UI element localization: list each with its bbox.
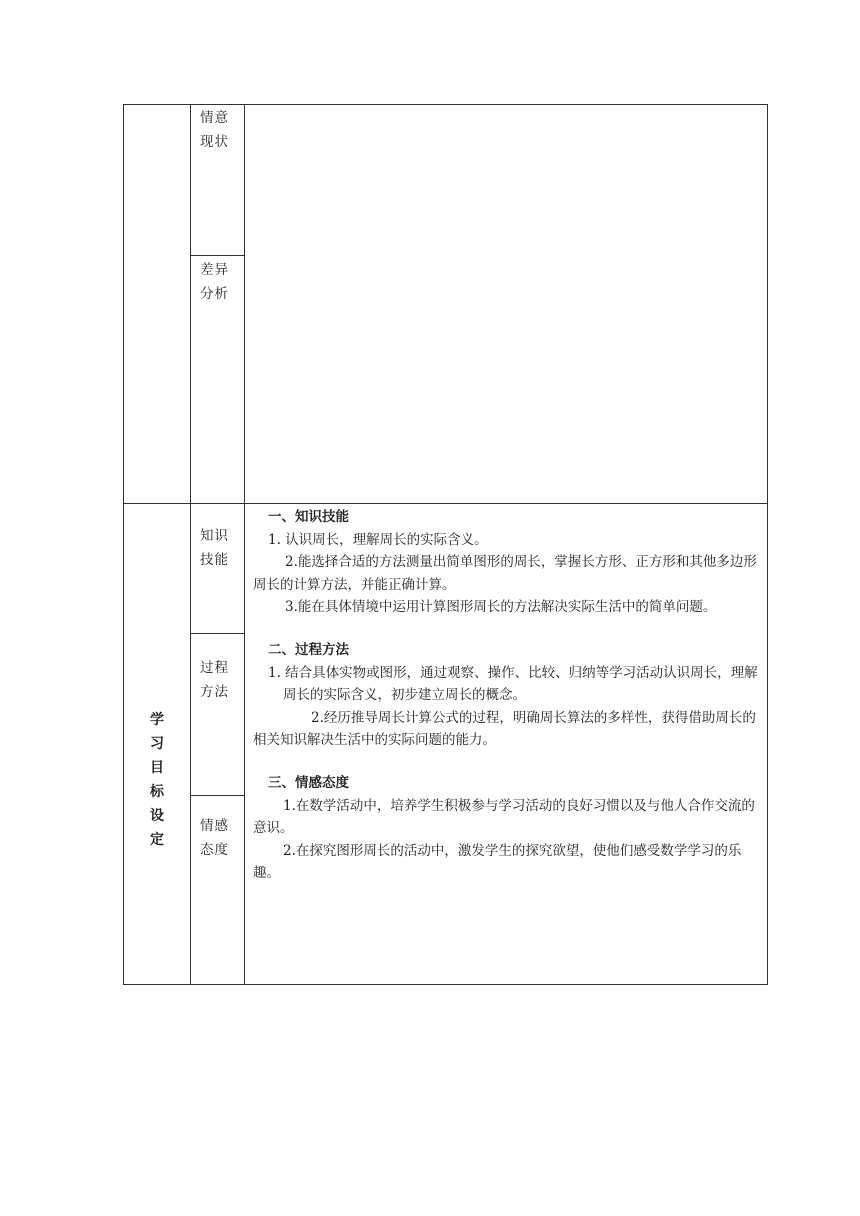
heading-emotion-attitude: 三、情感态度: [268, 774, 349, 791]
table-left-border: [123, 104, 124, 985]
table-top-border: [123, 104, 768, 105]
column-divider-2: [244, 104, 245, 985]
process-item-1: 1. 结合具体实物或图形，通过观察、操作、比较、归纳等学习活动认识周长，理解周长的实际含义，初步建立周长的概念。: [268, 664, 758, 704]
goals-content: [253, 506, 761, 885]
subrow-divider-1: [190, 255, 245, 256]
sublabel-emotion-status: 情意 现状: [200, 110, 229, 150]
sublabel-difference-analysis: 差异 分析: [200, 262, 229, 302]
heading-knowledge-skills: 一、知识技能: [268, 509, 349, 525]
subrow-divider-3: [190, 795, 245, 796]
heading-process-methods: 二、过程方法: [268, 641, 349, 658]
column-divider-1: [190, 104, 191, 985]
subrow-divider-2: [190, 633, 245, 634]
attitude-item-2: 2.在探究图形周长的活动中，激发学生的探究欲望，使他们感受数学学习的乐趣。: [253, 842, 742, 882]
knowledge-item-2: 2.能选择合适的方法测量出简单图形的周长，掌握长方形、正方形和其他多边形周长的计算方法，并能正确计算。: [253, 554, 757, 593]
main-label-learning-goals: 学 习 目 标 设 定: [150, 712, 173, 848]
section-divider: [123, 503, 768, 504]
knowledge-item-3: 3.能在具体情境中运用计算图形周长的方法解决实际生活中的简单问题。: [285, 599, 717, 616]
sublabel-emotion-attitude: 情感 态度: [200, 818, 229, 858]
table-right-border: [767, 104, 768, 985]
attitude-item-1: 1.在数学活动中，培养学生积极参与学习活动的良好习惯以及与他人合作交流的意识。: [253, 797, 755, 837]
sublabel-process-methods: 过程 方法: [200, 660, 229, 700]
process-item-2: 2.经历推导周长计算公式的过程，明确周长算法的多样性，获得借助周长的相关知识解决生活中的实际问题的能力。: [253, 709, 756, 749]
sublabel-knowledge-skills: 知识 技能: [200, 528, 229, 568]
table-bottom-border: [123, 984, 768, 985]
knowledge-item-1: 1. 认识周长，理解周长的实际含义。: [268, 531, 488, 548]
